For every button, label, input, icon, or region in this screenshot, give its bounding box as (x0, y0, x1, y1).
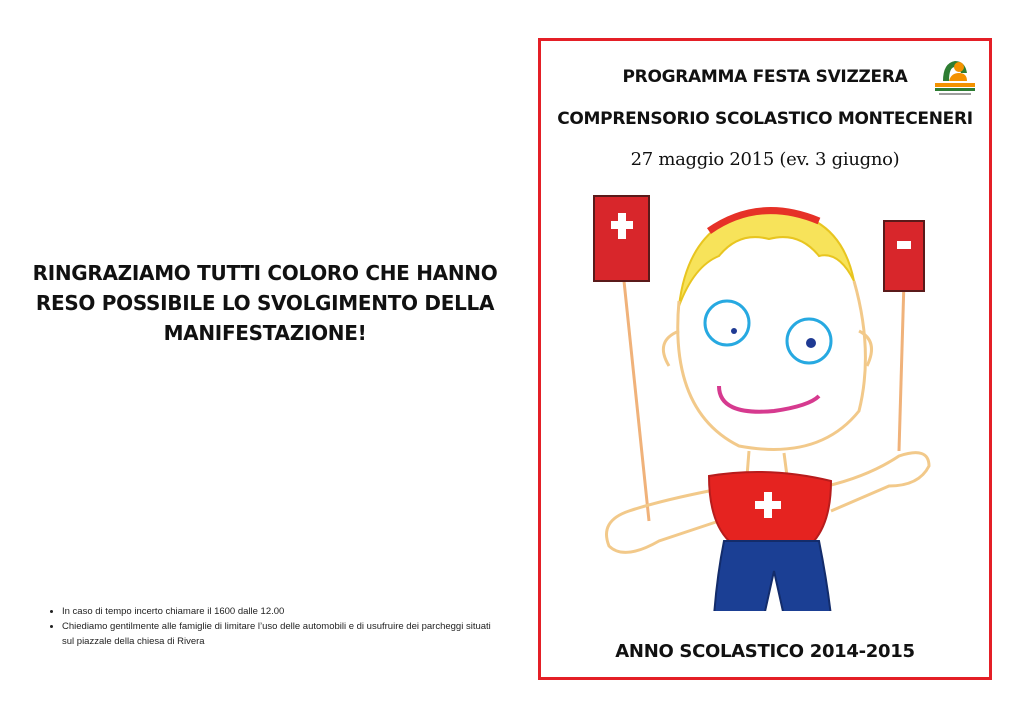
cover-title: PROGRAMMA FESTA SVIZZERA (622, 67, 908, 87)
blue-pants (714, 541, 831, 611)
note-item-weather: • In caso di tempo incerto chiamare il 1600 dalle 12.00 (62, 604, 492, 619)
school-logo-icon (933, 53, 977, 99)
thanks-message: RINGRAZIAMO TUTTI COLORO CHE HANNO RESO POSSIBILE LO SVOLGIMENTO DELLA MANIFESTAZIONE! (32, 261, 498, 345)
cover-date: 27 maggio 2015 (ev. 3 giugno) (630, 149, 900, 170)
school-year: ANNO SCOLASTICO 2014-2015 (615, 641, 915, 662)
cover-subtitle: COMPRENSORIO SCOLASTICO MONTECENERI (557, 109, 973, 129)
child-drawing-illustration (569, 191, 969, 611)
note-item-parking: • Chiediamo gentilmente alle famiglie di limitare l’uso delle automobili e di usufruire dei parcheggi situati sul piazzale della chiesa di Rivera (62, 619, 492, 649)
notes-list (44, 604, 492, 649)
smile (719, 386, 819, 412)
cover-panel (538, 38, 992, 680)
left-eye (705, 301, 749, 345)
right-flag (884, 221, 924, 291)
